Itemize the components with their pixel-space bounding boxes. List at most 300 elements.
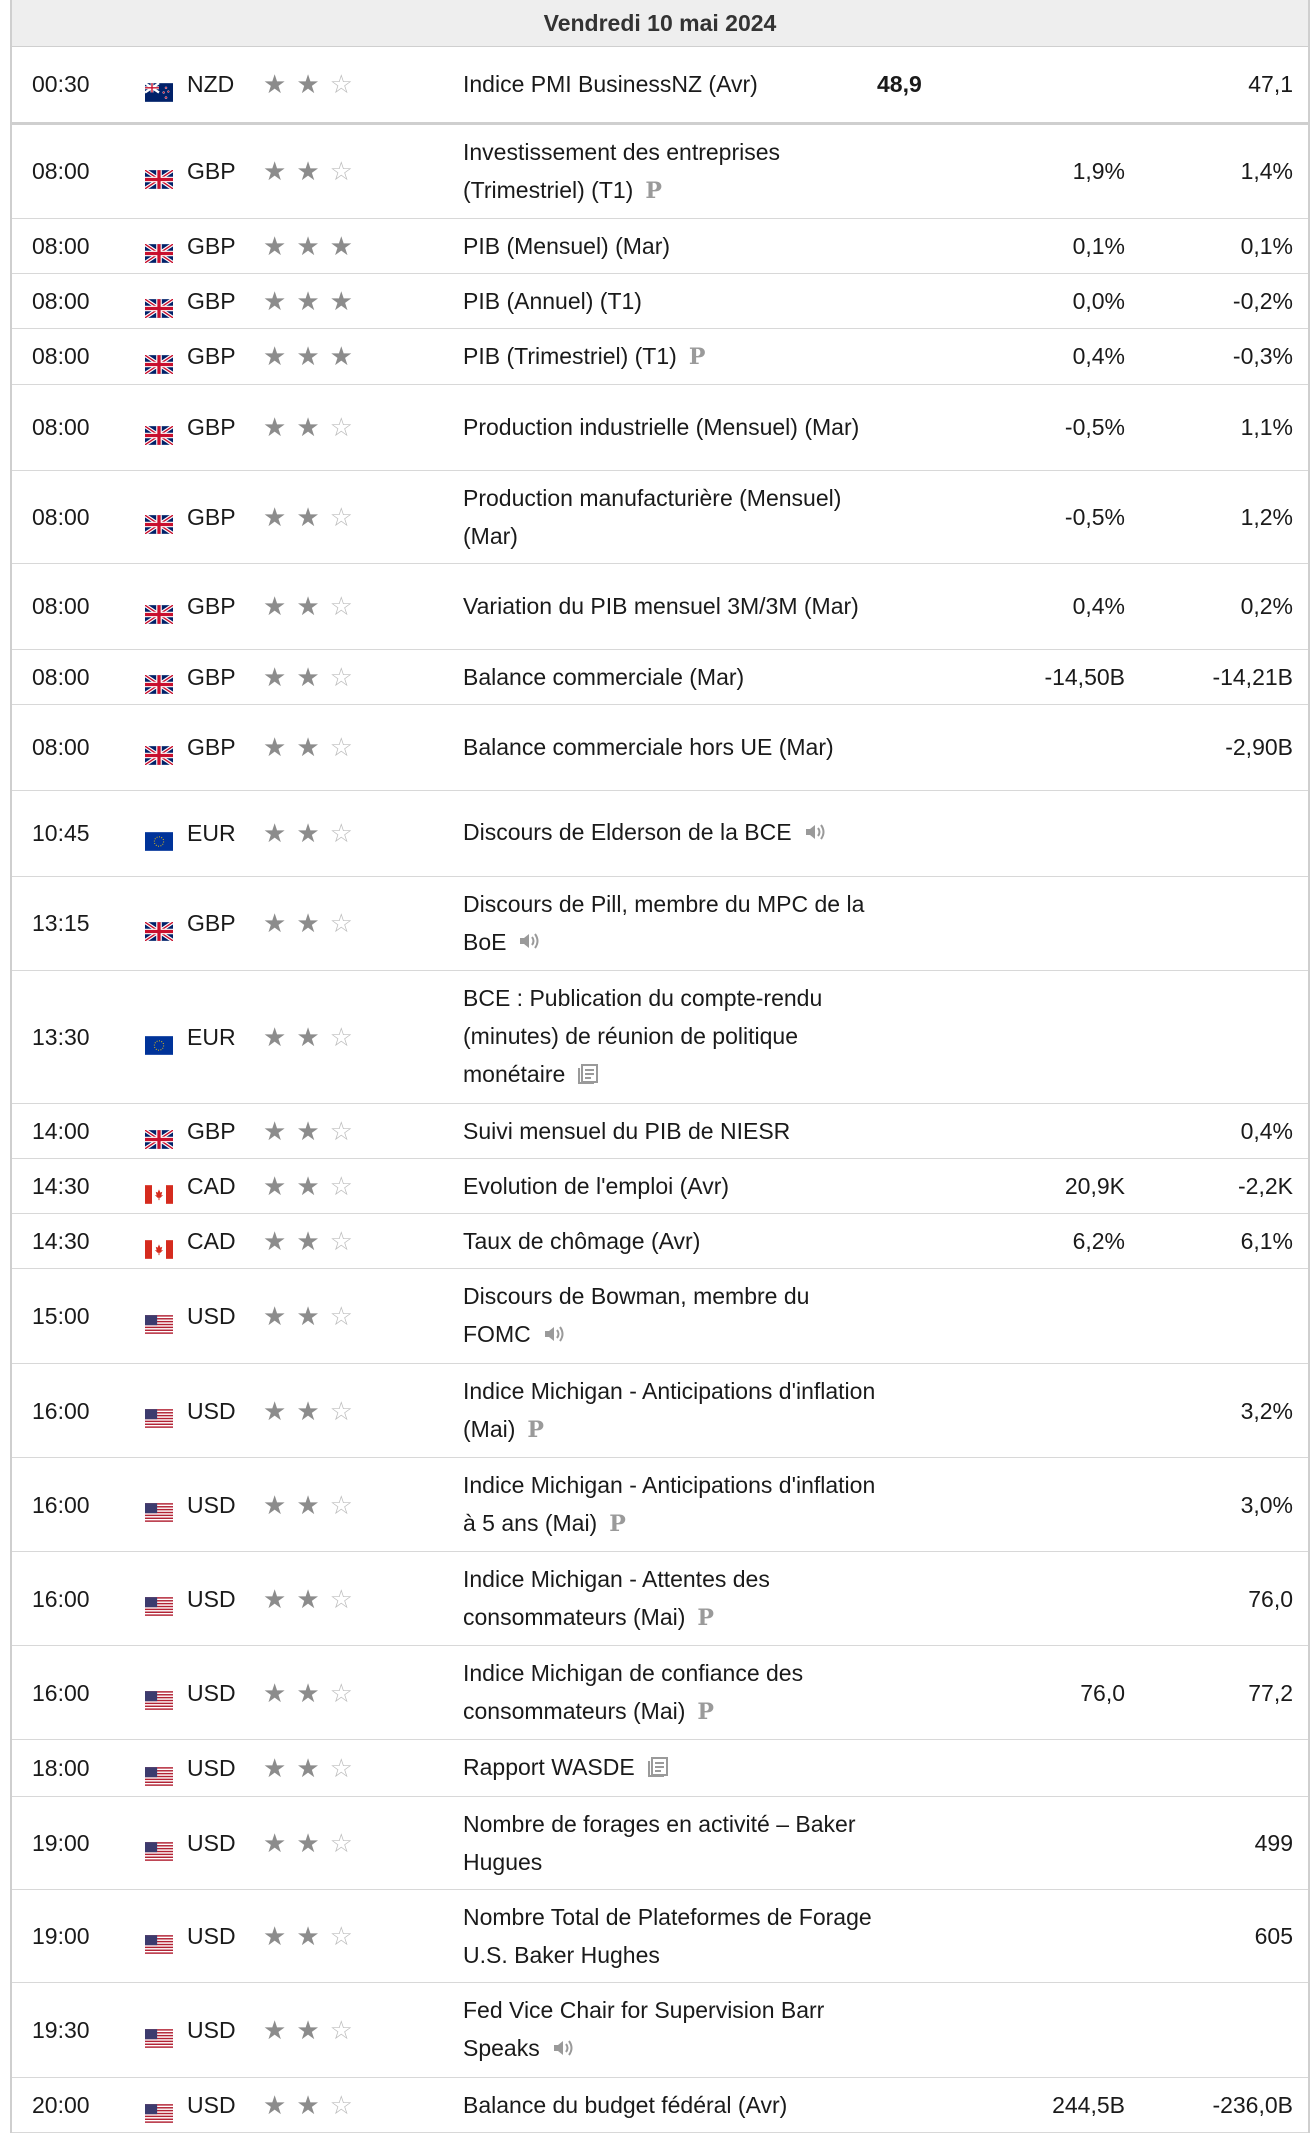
event-row[interactable]: [12, 876, 1308, 971]
star-empty-icon: ☆: [329, 1583, 353, 1614]
forecast-value: [982, 1269, 1125, 1364]
report-icon: [647, 1750, 669, 1788]
star-filled-icon: ★: [296, 501, 320, 532]
star-empty-icon: ☆: [329, 1753, 353, 1784]
currency-code: CAD: [187, 1173, 236, 1200]
star-filled-icon: ★: [296, 1171, 320, 1202]
previous-value: [1125, 1983, 1293, 2078]
actual-value: [877, 123, 982, 218]
actual-value: [877, 470, 982, 563]
star-empty-icon: ☆: [329, 1828, 353, 1859]
currency-code: GBP: [187, 663, 236, 690]
gb-flag-icon: [145, 597, 173, 616]
actual-value: [877, 1364, 982, 1458]
importance-stars: [263, 414, 463, 440]
event-row[interactable]: [12, 1214, 1308, 1269]
importance-stars: [263, 158, 463, 184]
speech-icon: [518, 924, 542, 962]
previous-value: 1,1%: [1125, 384, 1293, 470]
previous-value: 1,4%: [1125, 123, 1293, 218]
star-empty-icon: ☆: [329, 2090, 353, 2121]
event-name[interactable]: Production manufacturière (Mensuel) (Mar): [463, 484, 842, 549]
event-time: 14:30: [12, 1159, 145, 1214]
actual-value: [877, 1797, 982, 1890]
event-name[interactable]: Indice Michigan de confiance des consommateurs (Mai): [463, 1660, 804, 1725]
star-filled-icon: ★: [296, 69, 320, 100]
forecast-value: 0,4%: [982, 328, 1125, 384]
gb-flag-icon: [145, 738, 173, 757]
actual-value: [877, 563, 982, 649]
event-row[interactable]: [12, 649, 1308, 704]
currency-code: USD: [187, 2017, 236, 2044]
preliminary-icon: P: [609, 1511, 626, 1538]
event-name[interactable]: Nombre de forages en activité – Baker Hugues: [463, 1811, 856, 1876]
star-filled-icon: ★: [296, 2090, 320, 2121]
preliminary-icon: P: [697, 1605, 714, 1632]
star-filled-icon: ★: [296, 732, 320, 762]
previous-value: [1125, 971, 1293, 1104]
currency-code: USD: [187, 1303, 236, 1330]
events-table: [12, 47, 1308, 2133]
event-name[interactable]: Variation du PIB mensuel 3M/3M (Mar): [463, 593, 859, 619]
eu-flag-icon: [145, 1028, 173, 1047]
importance-stars: [263, 1395, 463, 1426]
previous-value: [1125, 790, 1293, 876]
event-time: 13:30: [12, 971, 145, 1104]
previous-value: 605: [1125, 1890, 1293, 1983]
importance-stars: [263, 1489, 463, 1520]
actual-value: [877, 2078, 982, 2133]
event-name[interactable]: Indice Michigan - Anticipations d'inflation (Mai): [463, 1378, 876, 1443]
actual-value: [877, 1890, 982, 1983]
previous-value: -2,90B: [1125, 704, 1293, 790]
importance-stars: [263, 734, 463, 760]
event-row[interactable]: [12, 384, 1308, 470]
currency-code: USD: [187, 1830, 236, 1857]
currency-code: GBP: [187, 343, 236, 369]
event-name[interactable]: Production industrielle (Mensuel) (Mar): [463, 414, 860, 440]
forecast-value: [982, 876, 1125, 971]
actual-value: [877, 1552, 982, 1646]
event-row[interactable]: [12, 273, 1308, 328]
date-header: Vendredi 10 mai 2024: [12, 0, 1308, 47]
currency-code: GBP: [187, 158, 236, 184]
event-row[interactable]: [12, 1890, 1308, 1983]
event-row[interactable]: [12, 470, 1308, 563]
star-empty-icon: ☆: [329, 412, 353, 442]
currency-code: GBP: [187, 910, 236, 937]
ca-flag-icon: [145, 1232, 173, 1251]
event-row[interactable]: [12, 1983, 1308, 2078]
star-empty-icon: ☆: [329, 1226, 353, 1257]
event-row[interactable]: [12, 971, 1308, 1104]
event-row[interactable]: [12, 1364, 1308, 1458]
actual-value: [877, 1740, 982, 1797]
event-row[interactable]: [12, 704, 1308, 790]
actual-value: [877, 1983, 982, 2078]
star-filled-icon: ★: [296, 341, 320, 371]
currency-code: GBP: [187, 287, 236, 314]
speech-icon: [804, 815, 828, 853]
star-filled-icon: ★: [263, 732, 287, 762]
star-filled-icon: ★: [296, 1921, 320, 1952]
preliminary-icon: P: [645, 177, 662, 204]
star-empty-icon: ☆: [329, 69, 353, 100]
us-flag-icon: [145, 1307, 173, 1326]
event-time: 19:00: [12, 1890, 145, 1983]
forecast-value: [982, 1458, 1125, 1552]
event-name[interactable]: BCE : Publication du compte-rendu (minutes) de réunion de politique monétaire: [463, 985, 823, 1088]
event-row[interactable]: [12, 1646, 1308, 1740]
star-filled-icon: ★: [296, 1677, 320, 1708]
actual-value: [877, 1646, 982, 1740]
event-time: 08:00: [12, 470, 145, 563]
event-time: 16:00: [12, 1552, 145, 1646]
event-row[interactable]: [12, 47, 1308, 123]
event-row[interactable]: [12, 1458, 1308, 1552]
event-time: 08:00: [12, 273, 145, 328]
star-filled-icon: ★: [263, 501, 287, 532]
speech-icon: [543, 1317, 567, 1355]
event-row[interactable]: [12, 563, 1308, 649]
star-filled-icon: ★: [296, 230, 320, 261]
previous-value: [1125, 1740, 1293, 1797]
event-name[interactable]: Nombre Total de Plateformes de Forage U.S. Baker Hughes: [463, 1904, 872, 1969]
star-empty-icon: ☆: [329, 2015, 353, 2046]
star-filled-icon: ★: [296, 285, 320, 316]
importance-stars: [263, 1583, 463, 1614]
star-filled-icon: ★: [263, 1489, 287, 1520]
gb-flag-icon: [145, 914, 173, 933]
eu-flag-icon: [145, 824, 173, 843]
star-filled-icon: ★: [263, 1301, 287, 1332]
currency-code: USD: [187, 1397, 236, 1424]
us-flag-icon: [145, 1927, 173, 1946]
event-time: 08:00: [12, 123, 145, 218]
importance-stars: [263, 2015, 463, 2046]
importance-stars: [263, 230, 463, 261]
star-empty-icon: ☆: [329, 1301, 353, 1332]
star-filled-icon: ★: [263, 1226, 287, 1257]
event-row[interactable]: [12, 1552, 1308, 1646]
forecast-value: [982, 790, 1125, 876]
importance-stars: [263, 1171, 463, 1202]
event-row[interactable]: [12, 123, 1308, 218]
currency-code: GBP: [187, 503, 236, 530]
gb-flag-icon: [145, 418, 173, 437]
forecast-value: [982, 1364, 1125, 1458]
star-filled-icon: ★: [263, 1171, 287, 1202]
star-filled-icon: ★: [296, 1583, 320, 1614]
actual-value: [877, 273, 982, 328]
forecast-value: -0,5%: [982, 470, 1125, 563]
forecast-value: 6,2%: [982, 1214, 1125, 1269]
event-name[interactable]: PIB (Annuel) (T1): [463, 287, 642, 314]
star-filled-icon: ★: [296, 591, 320, 621]
star-filled-icon: ★: [296, 908, 320, 939]
star-filled-icon: ★: [263, 1116, 287, 1147]
forecast-value: 76,0: [982, 1646, 1125, 1740]
star-filled-icon: ★: [296, 1753, 320, 1784]
star-filled-icon: ★: [263, 1022, 287, 1053]
currency-code: USD: [187, 2092, 236, 2119]
event-time: 08:00: [12, 218, 145, 273]
star-filled-icon: ★: [296, 1022, 320, 1053]
star-filled-icon: ★: [329, 341, 353, 371]
event-time: 08:00: [12, 563, 145, 649]
preliminary-icon: P: [527, 1417, 544, 1444]
nz-flag-icon: [145, 75, 173, 94]
forecast-value: -14,50B: [982, 649, 1125, 704]
event-time: 14:00: [12, 1104, 145, 1159]
previous-value: 3,0%: [1125, 1458, 1293, 1552]
star-filled-icon: ★: [263, 591, 287, 621]
event-name[interactable]: Fed Vice Chair for Supervision Barr Speaks: [463, 1997, 825, 2062]
forecast-value: [982, 971, 1125, 1104]
star-filled-icon: ★: [263, 2090, 287, 2121]
star-empty-icon: ☆: [329, 501, 353, 532]
previous-value: 77,2: [1125, 1646, 1293, 1740]
star-filled-icon: ★: [296, 2015, 320, 2046]
star-filled-icon: ★: [296, 1301, 320, 1332]
us-flag-icon: [145, 1401, 173, 1420]
event-name[interactable]: Balance commerciale (Mar): [463, 663, 745, 690]
gb-flag-icon: [145, 667, 173, 686]
us-flag-icon: [145, 2021, 173, 2040]
forecast-value: [982, 704, 1125, 790]
currency-code: GBP: [187, 1118, 236, 1145]
event-name[interactable]: Evolution de l'emploi (Avr): [463, 1173, 730, 1200]
gb-flag-icon: [145, 1122, 173, 1141]
importance-stars: [263, 501, 463, 532]
star-filled-icon: ★: [263, 908, 287, 939]
star-filled-icon: ★: [296, 661, 320, 692]
actual-value: [877, 790, 982, 876]
event-row[interactable]: [12, 1104, 1308, 1159]
event-name[interactable]: Indice Michigan - Anticipations d'inflation à 5 ans (Mai): [463, 1472, 876, 1537]
star-filled-icon: ★: [329, 285, 353, 316]
star-empty-icon: ☆: [329, 156, 353, 186]
forecast-value: [982, 1797, 1125, 1890]
star-empty-icon: ☆: [329, 818, 353, 848]
previous-value: -2,2K: [1125, 1159, 1293, 1214]
star-filled-icon: ★: [263, 1828, 287, 1859]
star-empty-icon: ☆: [329, 1395, 353, 1426]
importance-stars: [263, 2090, 463, 2121]
currency-code: USD: [187, 1585, 236, 1612]
star-filled-icon: ★: [263, 156, 287, 186]
star-filled-icon: ★: [296, 1226, 320, 1257]
event-name[interactable]: Discours de Pill, membre du MPC de la BoE: [463, 890, 865, 955]
event-time: 10:45: [12, 790, 145, 876]
forecast-value: 0,1%: [982, 218, 1125, 273]
star-empty-icon: ☆: [329, 1171, 353, 1202]
event-name[interactable]: Balance commerciale hors UE (Mar): [463, 734, 834, 760]
forecast-value: [982, 1552, 1125, 1646]
importance-stars: [263, 1677, 463, 1708]
currency-code: CAD: [187, 1228, 236, 1255]
importance-stars: [263, 69, 463, 100]
actual-value: 48,9: [877, 47, 982, 123]
forecast-value: [982, 1104, 1125, 1159]
star-filled-icon: ★: [263, 285, 287, 316]
currency-code: USD: [187, 1923, 236, 1950]
event-time: 00:30: [12, 47, 145, 123]
actual-value: [877, 328, 982, 384]
forecast-value: 0,0%: [982, 273, 1125, 328]
event-time: 13:15: [12, 876, 145, 971]
event-name[interactable]: Discours de Bowman, membre du FOMC: [463, 1283, 810, 1348]
currency-code: GBP: [187, 593, 236, 619]
gb-flag-icon: [145, 236, 173, 255]
us-flag-icon: [145, 1834, 173, 1853]
star-empty-icon: ☆: [329, 1489, 353, 1520]
event-row[interactable]: [12, 1797, 1308, 1890]
currency-code: GBP: [187, 734, 236, 760]
star-empty-icon: ☆: [329, 1921, 353, 1952]
star-empty-icon: ☆: [329, 732, 353, 762]
importance-stars: [263, 593, 463, 619]
star-filled-icon: ★: [296, 156, 320, 186]
event-time: 15:00: [12, 1269, 145, 1364]
forecast-value: 0,4%: [982, 563, 1125, 649]
forecast-value: [982, 1890, 1125, 1983]
event-name[interactable]: Indice PMI BusinessNZ (Avr): [463, 71, 758, 98]
forecast-value: -0,5%: [982, 384, 1125, 470]
previous-value: 0,1%: [1125, 218, 1293, 273]
actual-value: [877, 1104, 982, 1159]
previous-value: 0,4%: [1125, 1104, 1293, 1159]
previous-value: -14,21B: [1125, 649, 1293, 704]
currency-code: USD: [187, 1491, 236, 1518]
actual-value: [877, 971, 982, 1104]
currency-code: GBP: [187, 414, 236, 440]
gb-flag-icon: [145, 162, 173, 181]
currency-code: EUR: [187, 1024, 236, 1051]
star-filled-icon: ★: [263, 661, 287, 692]
currency-code: USD: [187, 1679, 236, 1706]
event-time: 08:00: [12, 704, 145, 790]
importance-stars: [263, 1828, 463, 1859]
previous-value: -236,0B: [1125, 2078, 1293, 2133]
forecast-value: 1,9%: [982, 123, 1125, 218]
forecast-value: [982, 1983, 1125, 2078]
star-filled-icon: ★: [296, 818, 320, 848]
event-row[interactable]: [12, 1269, 1308, 1364]
event-name[interactable]: PIB (Trimestriel) (T1): [463, 342, 677, 369]
us-flag-icon: [145, 1759, 173, 1778]
event-row[interactable]: [12, 790, 1308, 876]
star-filled-icon: ★: [263, 1921, 287, 1952]
previous-value: 3,2%: [1125, 1364, 1293, 1458]
event-row[interactable]: [12, 2078, 1308, 2133]
event-row[interactable]: [12, 218, 1308, 273]
importance-stars: [263, 820, 463, 846]
importance-stars: [263, 1301, 463, 1332]
actual-value: [877, 704, 982, 790]
star-filled-icon: ★: [263, 230, 287, 261]
currency-code: GBP: [187, 232, 236, 259]
star-filled-icon: ★: [296, 412, 320, 442]
event-name[interactable]: Suivi mensuel du PIB de NIESR: [463, 1118, 791, 1145]
star-empty-icon: ☆: [329, 1677, 353, 1708]
star-empty-icon: ☆: [329, 1116, 353, 1147]
previous-value: 47,1: [1125, 47, 1293, 123]
star-filled-icon: ★: [263, 1677, 287, 1708]
actual-value: [877, 1159, 982, 1214]
forecast-value: [982, 1740, 1125, 1797]
event-name[interactable]: Balance du budget fédéral (Avr): [463, 2092, 788, 2119]
actual-value: [877, 1214, 982, 1269]
currency-code: EUR: [187, 820, 236, 846]
event-name[interactable]: Investissement des entreprises (Trimestriel) (T1): [463, 138, 781, 203]
event-name[interactable]: Rapport WASDE: [463, 1754, 635, 1781]
gb-flag-icon: [145, 347, 173, 366]
event-name[interactable]: Discours de Elderson de la BCE: [463, 819, 792, 846]
event-time: 14:30: [12, 1214, 145, 1269]
importance-stars: [263, 1022, 463, 1053]
previous-value: -0,3%: [1125, 328, 1293, 384]
event-row[interactable]: [12, 1159, 1308, 1214]
currency-code: NZD: [187, 71, 235, 98]
previous-value: 6,1%: [1125, 1214, 1293, 1269]
event-row[interactable]: [12, 328, 1308, 384]
importance-stars: [263, 1753, 463, 1784]
event-name[interactable]: Taux de chômage (Avr): [463, 1228, 701, 1255]
star-filled-icon: ★: [296, 1828, 320, 1859]
currency-code: USD: [187, 1755, 236, 1782]
us-flag-icon: [145, 2096, 173, 2115]
star-filled-icon: ★: [263, 818, 287, 848]
previous-value: [1125, 876, 1293, 971]
importance-stars: [263, 1921, 463, 1952]
star-filled-icon: ★: [263, 69, 287, 100]
event-name[interactable]: PIB (Mensuel) (Mar): [463, 232, 671, 259]
actual-value: [877, 1269, 982, 1364]
event-time: 08:00: [12, 328, 145, 384]
previous-value: 0,2%: [1125, 563, 1293, 649]
actual-value: [877, 384, 982, 470]
preliminary-icon: P: [697, 1699, 714, 1726]
event-time: 19:30: [12, 1983, 145, 2078]
previous-value: [1125, 1269, 1293, 1364]
star-filled-icon: ★: [296, 1489, 320, 1520]
star-filled-icon: ★: [263, 2015, 287, 2046]
star-filled-icon: ★: [329, 230, 353, 261]
event-time: 19:00: [12, 1797, 145, 1890]
event-time: 08:00: [12, 649, 145, 704]
ca-flag-icon: [145, 1177, 173, 1196]
actual-value: [877, 649, 982, 704]
gb-flag-icon: [145, 507, 173, 526]
importance-stars: [263, 908, 463, 939]
star-filled-icon: ★: [263, 412, 287, 442]
forecast-value: 244,5B: [982, 2078, 1125, 2133]
importance-stars: [263, 1226, 463, 1257]
us-flag-icon: [145, 1589, 173, 1608]
speech-icon: [552, 2031, 576, 2069]
event-time: 16:00: [12, 1364, 145, 1458]
event-time: 20:00: [12, 2078, 145, 2133]
report-icon: [577, 1057, 599, 1095]
preliminary-icon: P: [688, 343, 706, 370]
star-empty-icon: ☆: [329, 661, 353, 692]
event-row[interactable]: [12, 1740, 1308, 1797]
event-name[interactable]: Indice Michigan - Attentes des consommateurs (Mai): [463, 1566, 770, 1631]
previous-value: 499: [1125, 1797, 1293, 1890]
importance-stars: [263, 285, 463, 316]
star-filled-icon: ★: [263, 1395, 287, 1426]
